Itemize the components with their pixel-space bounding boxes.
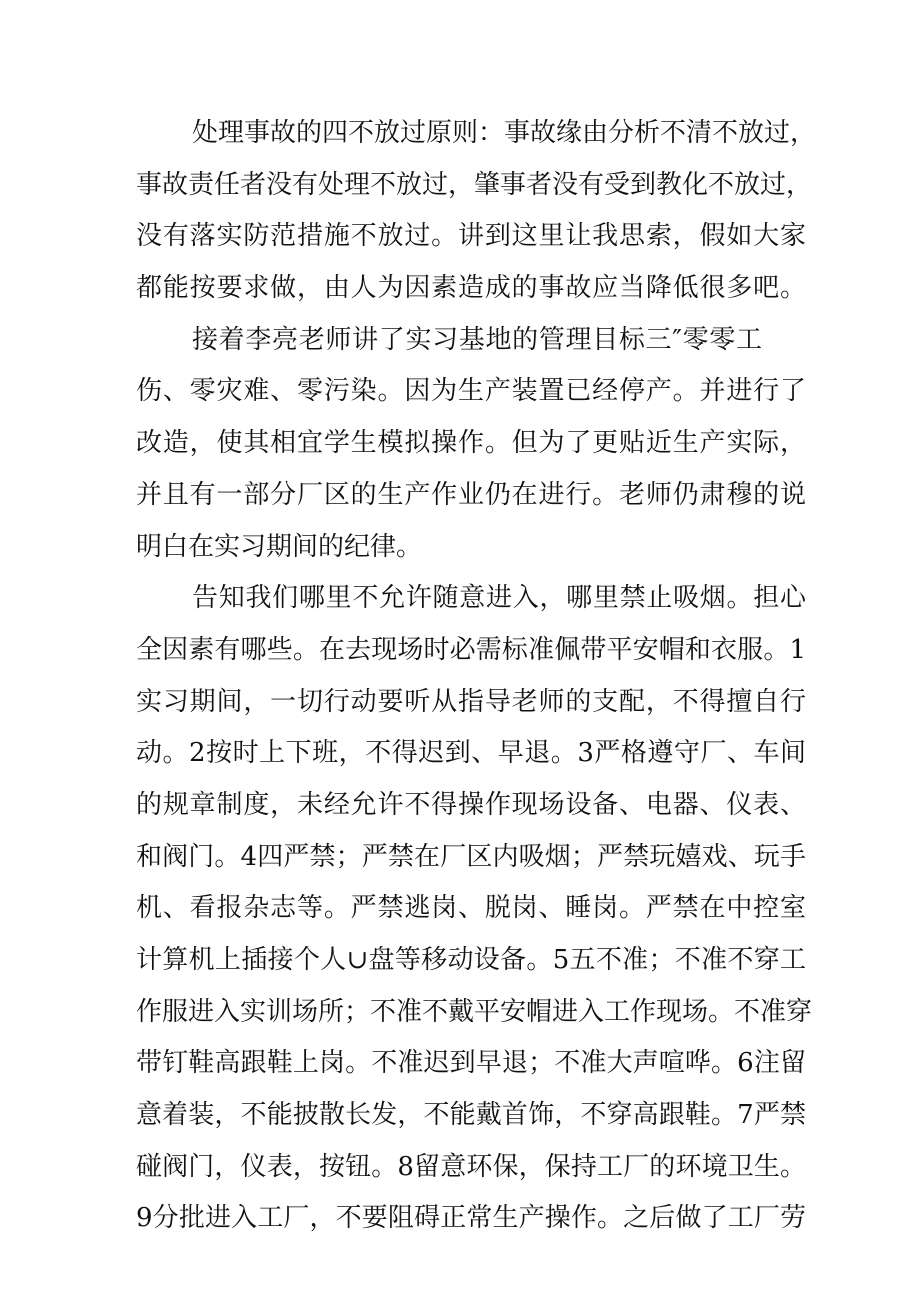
- paragraph-management-goals: [136, 315, 806, 573]
- text-line: 告知我们哪里不允许随意进入，哪里禁止吸烟。担心: [192, 583, 806, 614]
- text-line: 动。2按时上下班，不得迟到、早退。3严格遵守厂、车间: [136, 738, 806, 769]
- text-line: 9分批进入工厂，不要阻碍正常生产操作。之后做了工厂劳: [136, 1203, 806, 1234]
- text-line: 明白在实习期间的纪律。: [136, 531, 423, 562]
- text-line: 的规章制度，未经允许不得操作现场设备、电器、仪表、: [136, 789, 806, 820]
- text-line: 事故责任者没有处理不放过，肇事者没有受到教化不放过，: [136, 169, 813, 200]
- text-line: 并且有一部分厂区的生产作业仍在进行。老师仍肃穆的说: [136, 479, 806, 510]
- text-line: 计算机上插接个人∪盘等移动设备。5五不准；不准不穿工: [136, 945, 806, 975]
- text-line: 改造，使其相宜学生模拟操作。但为了更贴近生产实际，: [136, 428, 806, 459]
- text-line: 没有落实防范措施不放过。讲到这里让我思索，假如大家: [136, 221, 806, 252]
- text-line: 都能按要求做，由人为因素造成的事故应当降低很多吧。: [136, 273, 806, 304]
- text-line: 全因素有哪些。在去现场时必需标准佩带平安帽和衣服。1: [136, 634, 806, 665]
- text-line: 处理事故的四不放过原则：事故缘由分析不清不放过，: [192, 118, 817, 148]
- text-line: 意着装，不能披散长发，不能戴首饰，不穿高跟鞋。7严禁: [136, 1100, 806, 1131]
- text-line: 机、看报杂志等。严禁逃岗、脱岗、睡岗。严禁在中控室: [136, 893, 806, 924]
- document-body: [136, 108, 817, 1245]
- text-line: 实习期间，一切行动要听从指导老师的支配，不得擅自行: [136, 686, 806, 717]
- paragraph-internship-rules: [136, 573, 813, 1245]
- paragraph-accident-principles: [136, 108, 817, 315]
- text-line: 和阀门。4四严禁；严禁在厂区内吸烟；严禁玩嬉戏、玩手: [136, 841, 806, 872]
- text-line: 伤、零灾难、零污染。因为生产装置已经停产。并进行了: [136, 376, 806, 407]
- text-line: 作服进入实训场所；不准不戴平安帽进入工作现场。不准穿: [136, 996, 813, 1027]
- text-line: 带钉鞋高跟鞋上岗。不准迟到早退；不准大声喧哗。6注留: [136, 1048, 806, 1079]
- text-line: 接着李亮老师讲了实习基地的管理目标三″零零工: [192, 324, 762, 355]
- text-line: 碰阀门，仪表，按钮。8留意环保，保持工厂的环境卫生。: [136, 1151, 806, 1182]
